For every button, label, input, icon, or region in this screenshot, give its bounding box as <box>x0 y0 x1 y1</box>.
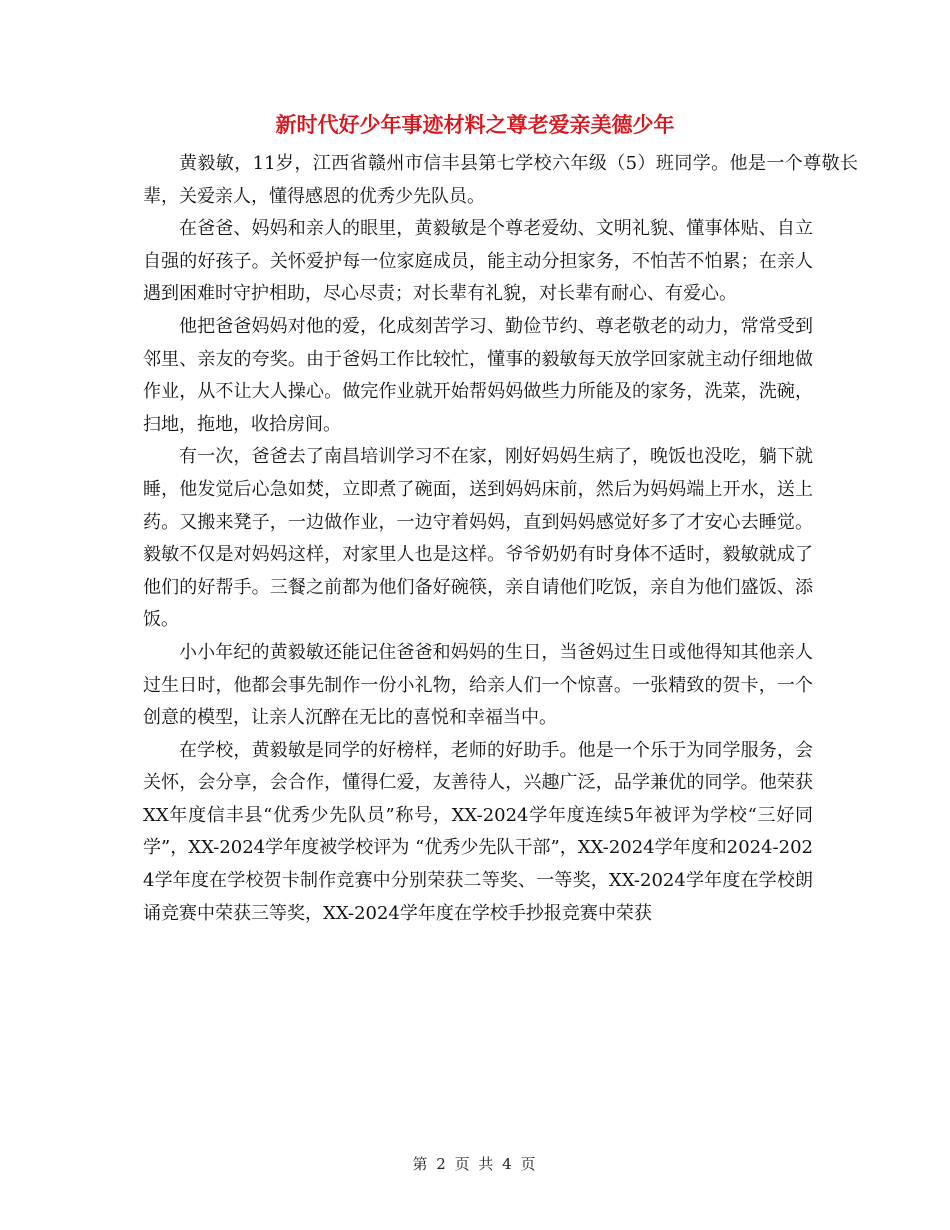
paragraph-family-view: 在爸爸、妈妈和亲人的眼里，黄毅敏是个尊老爱幼、文明礼貌、懂事体贴、自立自强的好孩子。关怀爱护每一位家庭成员，能主动分担家务，不怕苦不怕累；在亲人遇到困难时守护相助，尽心尽责；对长辈有礼貌，对长辈有耐心、有爱心。 <box>143 218 813 305</box>
page-footer: 第 2 页 共 4 页 <box>412 1155 538 1173</box>
paragraph-caring-mother: 有一次，爸爸去了南昌培训学习不在家，刚好妈妈生病了，晚饭也没吃，躺下就睡，他发觉后心急如焚，立即煮了碗面，送到妈妈床前，然后为妈妈端上开水，送上药。又搬来凳子，一边做作业，一边守着妈妈，直到妈妈感觉好多了才安心去睡觉。毅敏不仅是对妈妈这样，对家里人也是这样。爷爷奶奶有时身体不适时，毅敏就成了他们的好帮手。三餐之前都为他们备好碗筷，亲自请他们吃饭，亲自为他们盛饭、添饭。 <box>143 446 813 631</box>
document-body <box>143 148 858 930</box>
paragraph-intro: 黄毅敏，11岁，江西省赣州市信丰县第七学校六年级（5）班同学。他是一个尊敬长辈，关爱亲人，懂得感恩的优秀少先队员。 <box>143 153 858 207</box>
paragraph-school-honors: 在学校，黄毅敏是同学的好榜样，老师的好助手。他是一个乐于为同学服务，会关怀，会分享，会合作，懂得仁爱，友善待人，兴趣广泛，品学兼优的同学。他荣获XX年度信丰县“优秀少先队员”称号，XX-2024学年度连续5年被评为学校“三好同学”，XX-2024学年度被学校评为 “优秀少先队干部”，XX-2024学年度和2024-2024学年度在学校贺卡制作竞赛中分别荣获二等奖、一等奖，XX-2024学年度在学校朗诵竞赛中荣获三等奖，XX-2024学年度在学校手抄报竞赛中荣获 <box>143 739 813 924</box>
paragraph-study-chores: 他把爸爸妈妈对他的爱，化成刻苦学习、勤俭节约、尊老敬老的动力，常常受到邻里、亲友的夸奖。由于爸妈工作比较忙，懂事的毅敏每天放学回家就主动仔细地做作业，从不让大人操心。做完作业就开始帮妈妈做些力所能及的家务，洗菜，洗碗，扫地，拖地，收拾房间。 <box>143 315 813 435</box>
document-title: 新时代好少年事迹材料之尊老爱亲美德少年 <box>275 112 675 137</box>
paragraph-birthdays: 小小年纪的黄毅敏还能记住爸爸和妈妈的生日，当爸妈过生日或他得知其他亲人过生日时，他都会事先制作一份小礼物，给亲人们一个惊喜。一张精致的贺卡，一个创意的模型，让亲人沉醉在无比的喜悦和幸福当中。 <box>143 641 813 729</box>
